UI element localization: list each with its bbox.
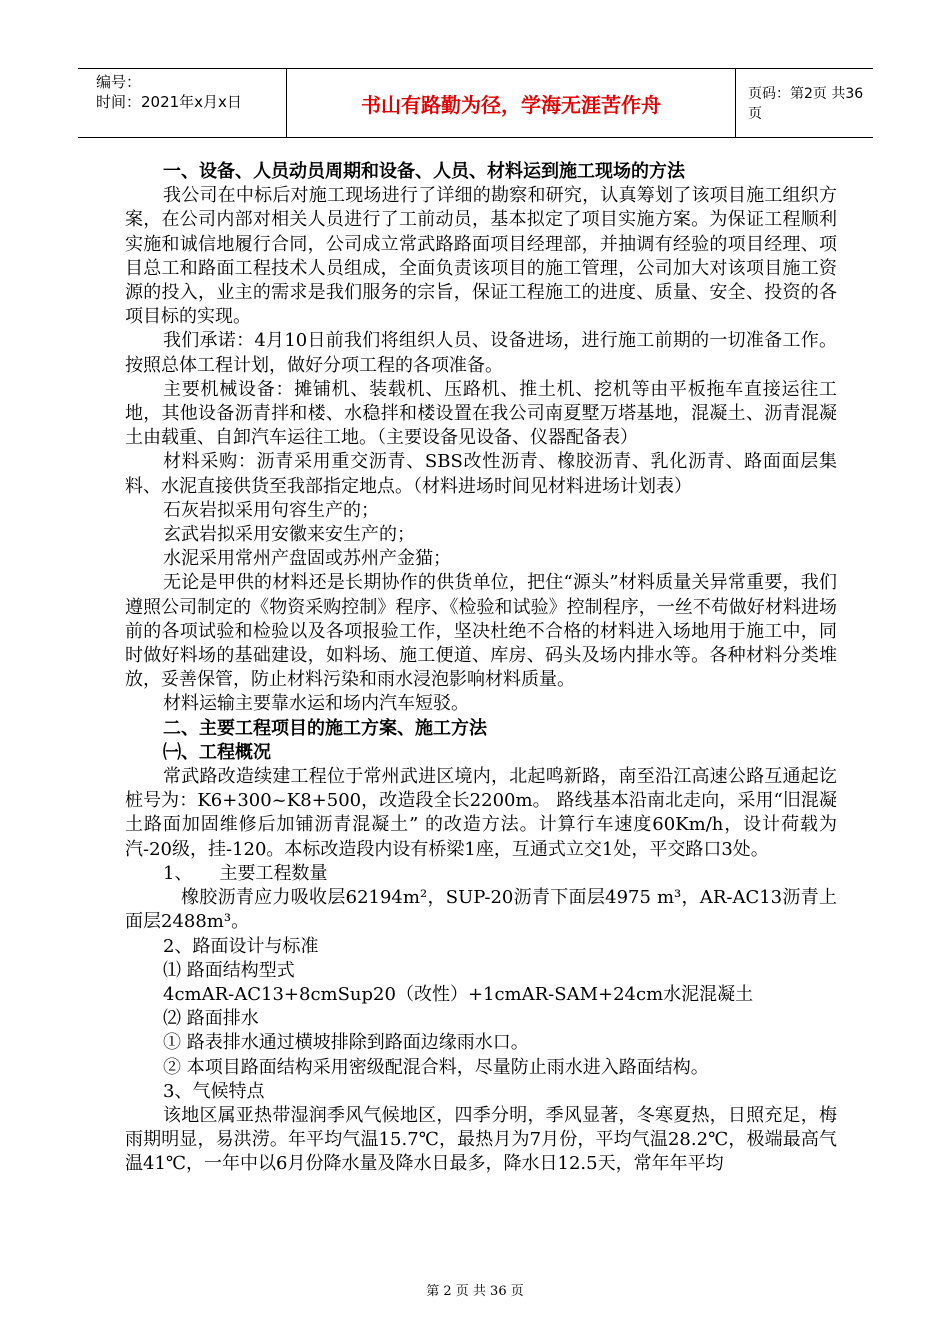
page-footer: 第 2 页 共 36 页	[426, 1284, 524, 1299]
item-heading: 1、 主要工程数量	[163, 862, 328, 884]
paragraph: ① 路表排水通过横坡排除到路面边缘雨水口。	[163, 1032, 529, 1054]
item-heading: ⑴ 路面结构型式	[163, 959, 295, 981]
paragraph: 我公司在中标后对施工现场进行了详细的勘察和研究，认真筹划了该项目施工组织方案，在公司内部对相关人员进行了工前动员，基本拟定了项目实施方案。为保证工程顺利实施和诚信地履行合同，公司成立常武路路面项目经理部，并抽调有经验的项目经理、项目总工和路面工程技术人员组成，全面负责该项目的施工管理，公司加大对该项目施工资源的投入，业主的需求是我们服务的宗旨，保证工程施工的进度、质量、安全、投资的各项目标的实现。	[125, 185, 837, 328]
paragraph: 石灰岩拟采用句容生产的；	[163, 499, 379, 521]
paragraph: ② 本项目路面结构采用密级配混合料，尽量防止雨水进入路面结构。	[163, 1056, 709, 1078]
document-body	[125, 160, 837, 1177]
item-heading: ⑵ 路面排水	[163, 1008, 259, 1030]
paragraph: 材料采购：沥青采用重交沥青、SBS改性沥青、橡胶沥青、乳化沥青、路面面层集料、水泥直接供货至我部指定地点。（材料进场时间见材料进场计划表）	[125, 451, 837, 497]
paragraph: 无论是甲供的材料还是长期协作的供货单位，把住“源头”材料质量关异常重要，我们遵照公司制定的《物资采购控制》程序、《检验和试验》控制程序，一丝不苟做好材料进场前的各项试验和检验以及各项报验工作，坚决杜绝不合格的材料进入场地用于施工中，同时做好料场的基础建设，如料场、施工便道、库房、码头及场内排水等。各种材料分类堆放，妥善保管，防止材料污染和雨水浸泡影响材料质量。	[125, 572, 837, 691]
paragraph: 材料运输主要靠水运和场内汽车短驳。	[163, 693, 469, 715]
paragraph: 该地区属亚热带湿润季风气候地区，四季分明，季风显著，冬寒夏热，日照充足，梅雨期明显，易洪涝。年平均气温15.7℃，最热月为7月份，平均气温28.2℃，极端最高气温41℃，一年中以6月份降水量及降水日最多，降水日12.5天，常年年平均	[125, 1104, 837, 1175]
paragraph: 常武路改造续建工程位于常州武进区境内，北起鸣新路，南至沿江高速公路互通起讫桩号为：K6+300~K8+500，改造段全长2200m。 路线基本沿南北走向，采用“旧混凝土路面加固维修后加铺沥青混凝土” 的改造方法。计算行车速度60Km/h，设计荷载为汽-20级，挂-120。本标改造段内设有桥梁1座，互通式立交1处，平交路口3处。	[125, 766, 837, 860]
header-motto: 书山有路勤为径，学海无涯苦作舟	[286, 69, 736, 137]
item-heading: 2、路面设计与标准	[163, 935, 319, 957]
paragraph: 我们承诺：4月10日前我们将组织人员、设备进场，进行施工前期的一切准备工作。按照总体工程计划，做好分项工程的各项准备。	[125, 330, 837, 376]
number-label: 编号：	[96, 73, 142, 91]
paragraph: 主要机械设备：摊铺机、装载机、压路机、推土机、挖机等由平板拖车直接运往工地，其他设备沥青拌和楼、水稳拌和楼设置在我公司南夏墅万塔基地，混凝土、沥青混凝土由载重、自卸汽车运往工地。（主要设备见设备、仪器配备表）	[125, 378, 837, 449]
section-heading-2: 二、主要工程项目的施工方案、施工方法	[163, 717, 487, 739]
paragraph: 4cmAR-AC13+8cmSup20（改性）+1cmAR-SAM+24cm水泥混凝土	[163, 983, 754, 1005]
header-page-number: 页码：第2页 共36页	[748, 86, 864, 122]
paragraph: 水泥采用常州产盘固或苏州产金猫；	[163, 548, 451, 570]
item-heading: 3、气候特点	[163, 1080, 265, 1102]
time-label: 时间：2021年x月x日	[96, 93, 242, 111]
header-meta	[78, 69, 286, 137]
section-heading-1: 一、设备、人员动员周期和设备、人员、材料运到施工现场的方法	[163, 161, 685, 182]
page-header	[78, 68, 873, 138]
paragraph: 玄武岩拟采用安徽来安生产的；	[163, 524, 415, 546]
subsection-heading: ㈠、工程概况	[163, 741, 271, 763]
paragraph: 橡胶沥青应力吸收层62194m²，SUP-20沥青下面层4975 m³，AR-AC13沥青上面层2488m³。	[125, 887, 837, 933]
